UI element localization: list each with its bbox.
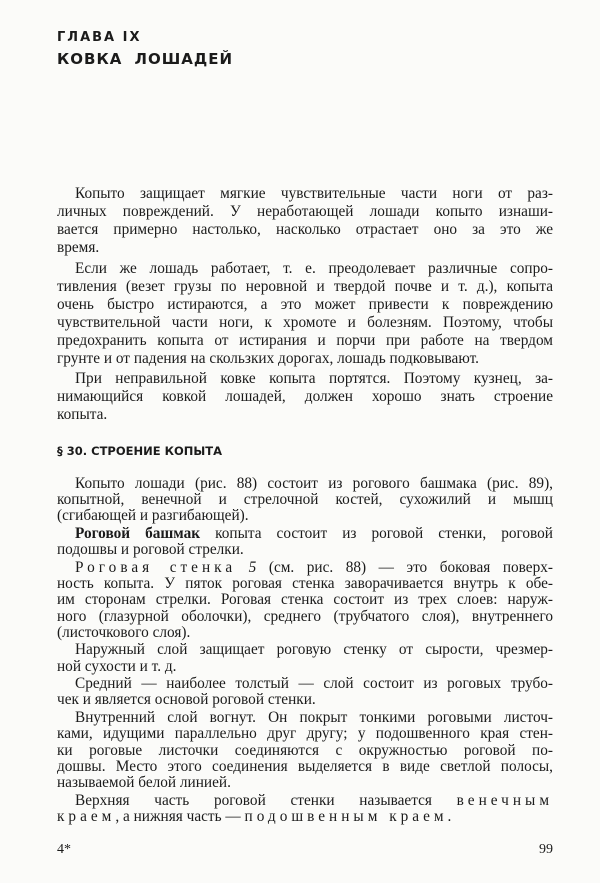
text-line: (сгибающей и разгибающей). [57,507,249,525]
paragraph [57,185,553,257]
intro-text [57,185,553,427]
chapter-label: ГЛАВА IX [57,30,142,45]
section-heading: § 30. СТРОЕНИЕ КОПЫТА [57,444,223,458]
text-line: Копыто лошади (рис. 88) состоит из рогового башмака (рис. 89), [75,475,553,492]
text-line: При неправильной ковке копыта портятся. Поэтому кузнец, за- [75,370,553,387]
text-line: им сторонам стрелки. Роговая стенка состоит из трех слоев: наруж- [57,591,553,609]
paragraph [57,676,553,708]
text-line: Роговой башмак копыта состоит из роговой стенки, роговой [75,525,553,543]
text-line: нимающийся ковкой лошадей, должен хорошо знать строение [57,388,553,405]
paragraph [57,560,553,641]
text-line: ного (глазурной оболочки), среднего (трубчатого слоя), внутреннего [57,607,553,625]
text-line: ками, идущими параллельно друг другу; у подошвенного края стен- [57,725,553,743]
paragraph [57,370,553,424]
text-line: называемой белой линией. [57,773,231,791]
page-number: 99 [539,842,553,857]
text-line: Копыто защищает мягкие чувствительные части ноги от раз- [75,185,553,202]
paragraph [57,710,553,791]
paragraph [57,260,553,368]
text-line: (листочкового слоя). [57,623,191,641]
spaced-term: венечным [456,791,553,809]
text-line: ность копыта. У пяток роговая стенка заворачивается внутрь к обе- [57,575,553,593]
text-line: краем, а нижняя часть — подошвенным краем. [57,807,452,825]
text-line: личных повреждений. У неработающей лошади копыто изнаши- [57,203,553,220]
text-line: грунте и от падения на скользких дорогах, лошадь подковывают. [57,349,479,367]
chapter-title: КОВКА ЛОШАДЕЙ [57,50,234,68]
text-line: время. [57,239,100,256]
spaced-term: Роговая стенка [75,558,237,576]
figure-ref: 5 [248,558,257,576]
text-line: предохранить копыта от истирания и порчи при работе на твердом [57,331,553,349]
section-text [57,476,553,826]
text-line: чек и является основой роговой стенки. [57,691,316,709]
text-line: Внутренний слой вогнут. Он покрыт тонкими роговыми листоч- [75,709,553,727]
text-line: Верхняя часть роговой стенки называется венечным [75,791,553,809]
paragraph [57,476,553,525]
text-line: вается примерно настолько, насколько отрастает оно за это же [57,221,553,238]
paragraph [57,526,553,558]
text-line: ки роговые листочки соединяются с окружностью роговой по- [57,741,553,759]
text-line: ной сухости и т. д. [57,657,177,675]
spaced-term: краем [57,807,116,825]
text-line: Средний — наиболее толстый — слой состоит из роговых трубо- [75,675,553,693]
bold-term: Роговой башмак [75,525,201,543]
text-line: тивления (везет грузы по неровной и твердой почве и т. д.), копыта [57,277,553,295]
spaced-term: подошвенным краем [244,807,448,825]
text-line: Если же лошадь работает, т. е. преодолевает различные сопро- [75,259,553,277]
text-line: Роговая стенка 5 (см. рис. 88) — это боковая поверх- [75,558,553,576]
text-line: копыта. [57,406,108,423]
text-line: Наружный слой защищает роговую стенку от сырости, чрезмер- [75,641,553,659]
text-line: подошвы и роговой стрелки. [57,541,244,559]
text-line: копытной, венечной и стрелочной костей, сухожилий и мышц [57,491,553,509]
text-line: чувствительной части ноги, к хромоте и болезням. Поэтому, чтобы [57,313,553,331]
paragraph [57,642,553,674]
text-line: очень быстро истираются, а это может привести к повреждению [57,295,553,313]
text-line: дошвы. Место этого соединения выделяется в виде светлой полосы, [57,757,553,775]
signature-mark: 4* [57,842,71,857]
paragraph [57,793,553,825]
